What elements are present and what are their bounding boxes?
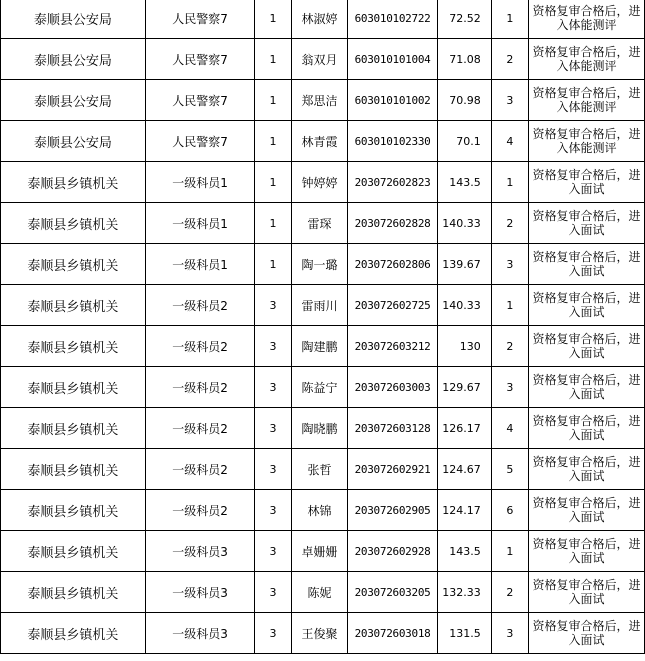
- note-text: 入面试: [568, 633, 605, 647]
- quota-cell: 3: [255, 531, 291, 572]
- quota-cell: 3: [255, 408, 291, 449]
- agency-cell: 泰顺县公安局: [1, 121, 146, 162]
- agency-cell: 泰顺县公安局: [1, 39, 146, 80]
- score-cell: 126.17: [437, 408, 491, 449]
- note-text: 资格复审合格后，进: [532, 45, 641, 59]
- rank-cell: 3: [491, 80, 528, 121]
- note-cell: [529, 80, 645, 121]
- note-text: 资格复审合格后，进: [532, 209, 641, 223]
- note-text: 资格复审合格后，进: [532, 4, 641, 18]
- note-text: 入面试: [568, 428, 605, 442]
- note-text: 资格复审合格后，进: [532, 86, 641, 100]
- position-cell: 一级科员2: [145, 326, 255, 367]
- position-cell: 一级科员3: [145, 531, 255, 572]
- position-cell: 人民警察7: [145, 121, 255, 162]
- agency-cell: 泰顺县乡镇机关: [1, 162, 146, 203]
- note-text: 资格复审合格后，进: [532, 127, 641, 141]
- name-cell: 郑思洁: [291, 80, 348, 121]
- note-text: 入面试: [568, 387, 605, 401]
- score-cell: 70.98: [437, 80, 491, 121]
- position-cell: 一级科员1: [145, 203, 255, 244]
- position-cell: 人民警察7: [145, 80, 255, 121]
- name-cell: 翁双月: [291, 39, 348, 80]
- note-text: 资格复审合格后，进: [532, 619, 641, 633]
- position-cell: 一级科员2: [145, 490, 255, 531]
- score-cell: 139.67: [437, 244, 491, 285]
- note-text: 入面试: [568, 264, 605, 278]
- quota-cell: 1: [255, 203, 291, 244]
- position-cell: 一级科员2: [145, 285, 255, 326]
- note-text: 入面试: [568, 223, 605, 237]
- note-cell: [529, 39, 645, 80]
- exam-number-cell: 203072603205: [348, 572, 438, 613]
- note-cell: [529, 408, 645, 449]
- position-cell: 一级科员3: [145, 572, 255, 613]
- score-cell: 129.67: [437, 367, 491, 408]
- quota-cell: 1: [255, 39, 291, 80]
- table-row: [1, 121, 645, 162]
- rank-cell: 2: [491, 572, 528, 613]
- exam-number-cell: 203072603128: [348, 408, 438, 449]
- table-row: [1, 531, 645, 572]
- position-cell: 人民警察7: [145, 0, 255, 39]
- agency-cell: 泰顺县乡镇机关: [1, 367, 146, 408]
- name-cell: 卓姗姗: [291, 531, 348, 572]
- agency-cell: 泰顺县乡镇机关: [1, 408, 146, 449]
- score-cell: 143.5: [437, 162, 491, 203]
- quota-cell: 1: [255, 244, 291, 285]
- table-row: [1, 0, 645, 39]
- note-cell: [529, 613, 645, 654]
- rank-cell: 4: [491, 121, 528, 162]
- rank-cell: 2: [491, 326, 528, 367]
- note-text: 资格复审合格后，进: [532, 332, 641, 346]
- position-cell: 一级科员2: [145, 367, 255, 408]
- rank-cell: 3: [491, 613, 528, 654]
- note-text: 入面试: [568, 346, 605, 360]
- note-cell: [529, 203, 645, 244]
- rank-cell: 2: [491, 203, 528, 244]
- table-row: [1, 203, 645, 244]
- position-cell: 一级科员2: [145, 408, 255, 449]
- note-text: 入体能测评: [556, 100, 617, 114]
- quota-cell: 3: [255, 613, 291, 654]
- quota-cell: 1: [255, 121, 291, 162]
- quota-cell: 3: [255, 490, 291, 531]
- name-cell: 陶晓鹏: [291, 408, 348, 449]
- exam-number-cell: 203072602823: [348, 162, 438, 203]
- note-cell: [529, 244, 645, 285]
- quota-cell: 3: [255, 326, 291, 367]
- exam-number-cell: 203072603003: [348, 367, 438, 408]
- name-cell: 张哲: [291, 449, 348, 490]
- score-cell: 71.08: [437, 39, 491, 80]
- name-cell: 陈益宁: [291, 367, 348, 408]
- agency-cell: 泰顺县公安局: [1, 80, 146, 121]
- note-text: 入体能测评: [556, 59, 617, 73]
- exam-number-cell: 203072603018: [348, 613, 438, 654]
- note-cell: [529, 531, 645, 572]
- note-text: 资格复审合格后，进: [532, 291, 641, 305]
- exam-number-cell: 603010101002: [348, 80, 438, 121]
- exam-number-cell: 203072602921: [348, 449, 438, 490]
- note-text: 资格复审合格后，进: [532, 250, 641, 264]
- note-text: 入面试: [568, 469, 605, 483]
- table-row: [1, 244, 645, 285]
- rank-cell: 1: [491, 285, 528, 326]
- name-cell: 林淑婷: [291, 0, 348, 39]
- note-cell: [529, 162, 645, 203]
- agency-cell: 泰顺县乡镇机关: [1, 531, 146, 572]
- exam-number-cell: 203072602725: [348, 285, 438, 326]
- table-row: [1, 572, 645, 613]
- name-cell: 钟婷婷: [291, 162, 348, 203]
- agency-cell: 泰顺县乡镇机关: [1, 285, 146, 326]
- score-cell: 131.5: [437, 613, 491, 654]
- note-text: 入面试: [568, 592, 605, 606]
- note-text: 资格复审合格后，进: [532, 168, 641, 182]
- rank-cell: 1: [491, 0, 528, 39]
- note-text: 入体能测评: [556, 141, 617, 155]
- exam-number-cell: 603010102722: [348, 0, 438, 39]
- note-cell: [529, 121, 645, 162]
- exam-number-cell: 203072602928: [348, 531, 438, 572]
- note-cell: [529, 285, 645, 326]
- note-text: 资格复审合格后，进: [532, 578, 641, 592]
- agency-cell: 泰顺县公安局: [1, 0, 146, 39]
- rank-cell: 1: [491, 531, 528, 572]
- quota-cell: 1: [255, 0, 291, 39]
- table-row: [1, 490, 645, 531]
- agency-cell: 泰顺县乡镇机关: [1, 449, 146, 490]
- note-text: 入面试: [568, 182, 605, 196]
- table-row: [1, 408, 645, 449]
- note-text: 入面试: [568, 510, 605, 524]
- note-text: 资格复审合格后，进: [532, 455, 641, 469]
- score-cell: 130: [437, 326, 491, 367]
- table-row: [1, 80, 645, 121]
- rank-cell: 3: [491, 244, 528, 285]
- name-cell: 雷琛: [291, 203, 348, 244]
- note-cell: [529, 572, 645, 613]
- note-cell: [529, 326, 645, 367]
- agency-cell: 泰顺县乡镇机关: [1, 613, 146, 654]
- position-cell: 一级科员1: [145, 162, 255, 203]
- exam-number-cell: 603010101004: [348, 39, 438, 80]
- name-cell: 陶建鹏: [291, 326, 348, 367]
- note-text: 资格复审合格后，进: [532, 414, 641, 428]
- rank-cell: 6: [491, 490, 528, 531]
- note-cell: [529, 0, 645, 39]
- table-row: [1, 285, 645, 326]
- score-cell: 124.67: [437, 449, 491, 490]
- score-cell: 143.5: [437, 531, 491, 572]
- agency-cell: 泰顺县乡镇机关: [1, 572, 146, 613]
- note-cell: [529, 449, 645, 490]
- exam-number-cell: 603010102330: [348, 121, 438, 162]
- rank-cell: 4: [491, 408, 528, 449]
- note-text: 资格复审合格后，进: [532, 537, 641, 551]
- exam-number-cell: 203072602806: [348, 244, 438, 285]
- exam-number-cell: 203072602905: [348, 490, 438, 531]
- agency-cell: 泰顺县乡镇机关: [1, 244, 146, 285]
- name-cell: 陶一璐: [291, 244, 348, 285]
- rank-cell: 3: [491, 367, 528, 408]
- table-row: [1, 39, 645, 80]
- position-cell: 一级科员2: [145, 449, 255, 490]
- note-text: 入面试: [568, 305, 605, 319]
- score-cell: 140.33: [437, 285, 491, 326]
- position-cell: 人民警察7: [145, 39, 255, 80]
- score-cell: 132.33: [437, 572, 491, 613]
- quota-cell: 3: [255, 449, 291, 490]
- exam-number-cell: 203072603212: [348, 326, 438, 367]
- note-text: 入面试: [568, 551, 605, 565]
- name-cell: 陈妮: [291, 572, 348, 613]
- note-text: 资格复审合格后，进: [532, 496, 641, 510]
- rank-cell: 1: [491, 162, 528, 203]
- note-cell: [529, 490, 645, 531]
- name-cell: 王俊聚: [291, 613, 348, 654]
- position-cell: 一级科员3: [145, 613, 255, 654]
- note-text: 资格复审合格后，进: [532, 373, 641, 387]
- table-row: [1, 162, 645, 203]
- agency-cell: 泰顺县乡镇机关: [1, 203, 146, 244]
- name-cell: 林青霞: [291, 121, 348, 162]
- table-row: [1, 326, 645, 367]
- score-cell: 124.17: [437, 490, 491, 531]
- position-cell: 一级科员1: [145, 244, 255, 285]
- quota-cell: 1: [255, 80, 291, 121]
- quota-cell: 3: [255, 367, 291, 408]
- score-cell: 72.52: [437, 0, 491, 39]
- agency-cell: 泰顺县乡镇机关: [1, 490, 146, 531]
- name-cell: 林锦: [291, 490, 348, 531]
- exam-number-cell: 203072602828: [348, 203, 438, 244]
- quota-cell: 3: [255, 572, 291, 613]
- table-row: [1, 613, 645, 654]
- score-cell: 70.1: [437, 121, 491, 162]
- quota-cell: 1: [255, 162, 291, 203]
- rank-cell: 5: [491, 449, 528, 490]
- rank-cell: 2: [491, 39, 528, 80]
- score-cell: 140.33: [437, 203, 491, 244]
- quota-cell: 3: [255, 285, 291, 326]
- table-row: [1, 449, 645, 490]
- table-row: [1, 367, 645, 408]
- name-cell: 雷雨川: [291, 285, 348, 326]
- note-text: 入体能测评: [556, 18, 617, 32]
- note-cell: [529, 367, 645, 408]
- agency-cell: 泰顺县乡镇机关: [1, 326, 146, 367]
